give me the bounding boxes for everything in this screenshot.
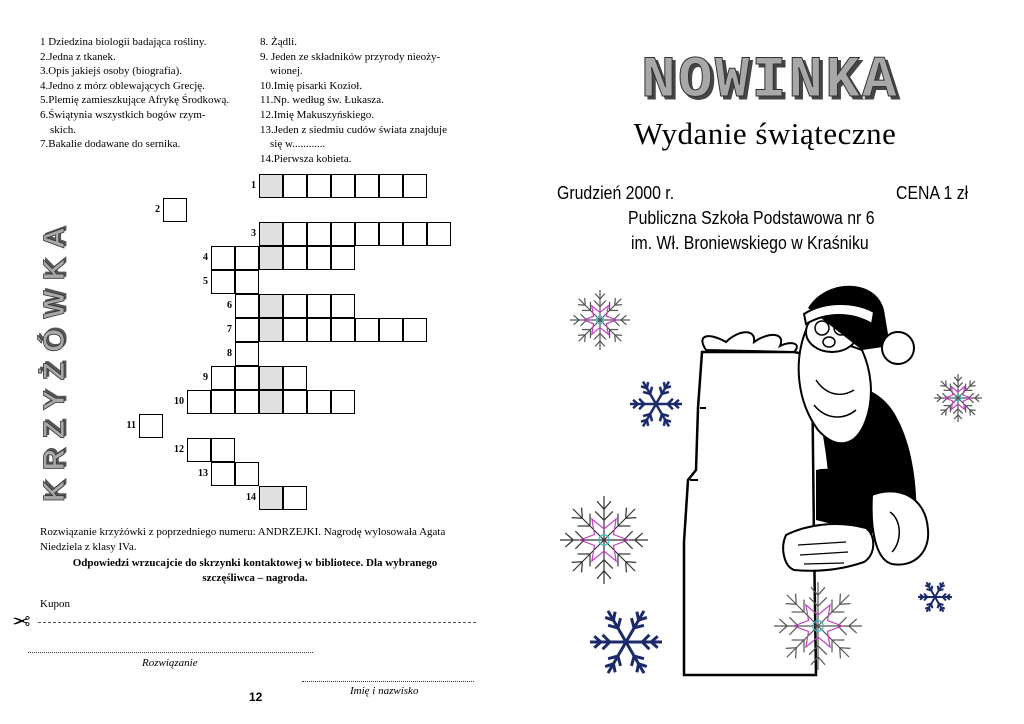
scissors-icon: ✂ (12, 610, 31, 635)
clue-8: 8. Żądli. (260, 36, 297, 48)
newspaper-title-text: NOWINKA (641, 49, 899, 110)
coupon-label: Kupon (40, 598, 70, 610)
clue-9: 9. Jeden ze składników przyrody nieoży- (260, 50, 441, 63)
snowflake-icon (570, 290, 630, 350)
clue-11: 11.Np. według św. Łukasza. (260, 94, 384, 107)
school-patron: im. Wł. Broniewskiego w Kraśniku (631, 233, 869, 253)
snowflake-icon (774, 582, 862, 670)
snowflake-icon (918, 582, 952, 611)
clue-3: 3.Opis jakiejś osoby (biografia). (40, 65, 183, 78)
clue-7: 7.Bakalie dodawane do sernika. (40, 138, 181, 151)
answers-instruction-line2: szczęśliwca – nagroda. (202, 572, 308, 584)
crossword-row-number: 12 (174, 444, 184, 455)
clue-9-cont: wionej. (270, 65, 303, 78)
issue-date: Grudzień 2000 r. (557, 183, 675, 203)
snowflake-icon (934, 374, 982, 422)
snowflake-icon (630, 381, 682, 426)
crossword-row-number: 1 (251, 180, 256, 191)
name-label: Imię i nazwisko (350, 685, 419, 697)
clue-14: 14.Pierwsza kobieta. (260, 152, 352, 165)
crossword-row-number: 7 (227, 324, 232, 335)
clue-10: 10.Imię pisarki Kozioł. (260, 79, 363, 92)
crossword-row-number: 9 (203, 372, 208, 383)
crossword-row-number: 13 (198, 468, 208, 479)
page-number: 12 (249, 690, 263, 704)
clue-2: 2.Jedna z tkanek. (40, 50, 116, 63)
crossword-row-number: 8 (227, 348, 232, 359)
snowflake-icon (560, 496, 648, 584)
answers-instruction-line1: Odpowiedzi wrzucajcie do skrzynki kontaktowej w bibliotece. Dla wybranego (72, 557, 438, 569)
edition-subtitle: Wydanie świąteczne (633, 116, 897, 151)
crossword-row-number: 10 (174, 396, 184, 407)
crossword-row-number: 14 (246, 492, 256, 503)
crossword-row-number: 11 (126, 420, 136, 431)
crossword-row-number: 2 (155, 204, 160, 215)
clue-6-cont: skich. (50, 123, 76, 136)
crossword-row-number: 6 (227, 300, 232, 311)
school-name: Publiczna Szkoła Podstawowa nr 6 (628, 208, 875, 228)
clue-1: 1 Dziedzina biologii badająca rośliny. (40, 36, 207, 48)
crossword-row-number: 4 (203, 252, 208, 263)
solution-label: Rozwiązanie (142, 657, 198, 669)
snowflake-icon (590, 611, 662, 673)
clue-13-cont: się w............ (270, 138, 326, 151)
issue-price: CENA 1 zł (896, 183, 969, 203)
clue-5: 5.Plemię zamieszkujące Afrykę Środkową. (40, 94, 230, 107)
clue-6: 6.Świątynia wszystkich bogów rzym- (40, 108, 206, 121)
clue-12: 12.Imię Makuszyńskiego. (260, 108, 374, 121)
clue-4: 4.Jedno z mórz oblewających Grecję. (40, 79, 205, 92)
crossword-row-number: 5 (203, 276, 208, 287)
crossword-title-text: KRZYŻÓWKA (38, 217, 71, 502)
crossword-row-number: 3 (251, 228, 256, 239)
clue-13: 13.Jeden z siedmiu cudów świata znajduje (260, 123, 447, 136)
previous-solution-text: Rozwiązanie krzyżówki z poprzedniego numeru: ANDRZEJKI. Nagrodę wylosowała Agata Niedziela z klasy IVa. (40, 526, 446, 553)
